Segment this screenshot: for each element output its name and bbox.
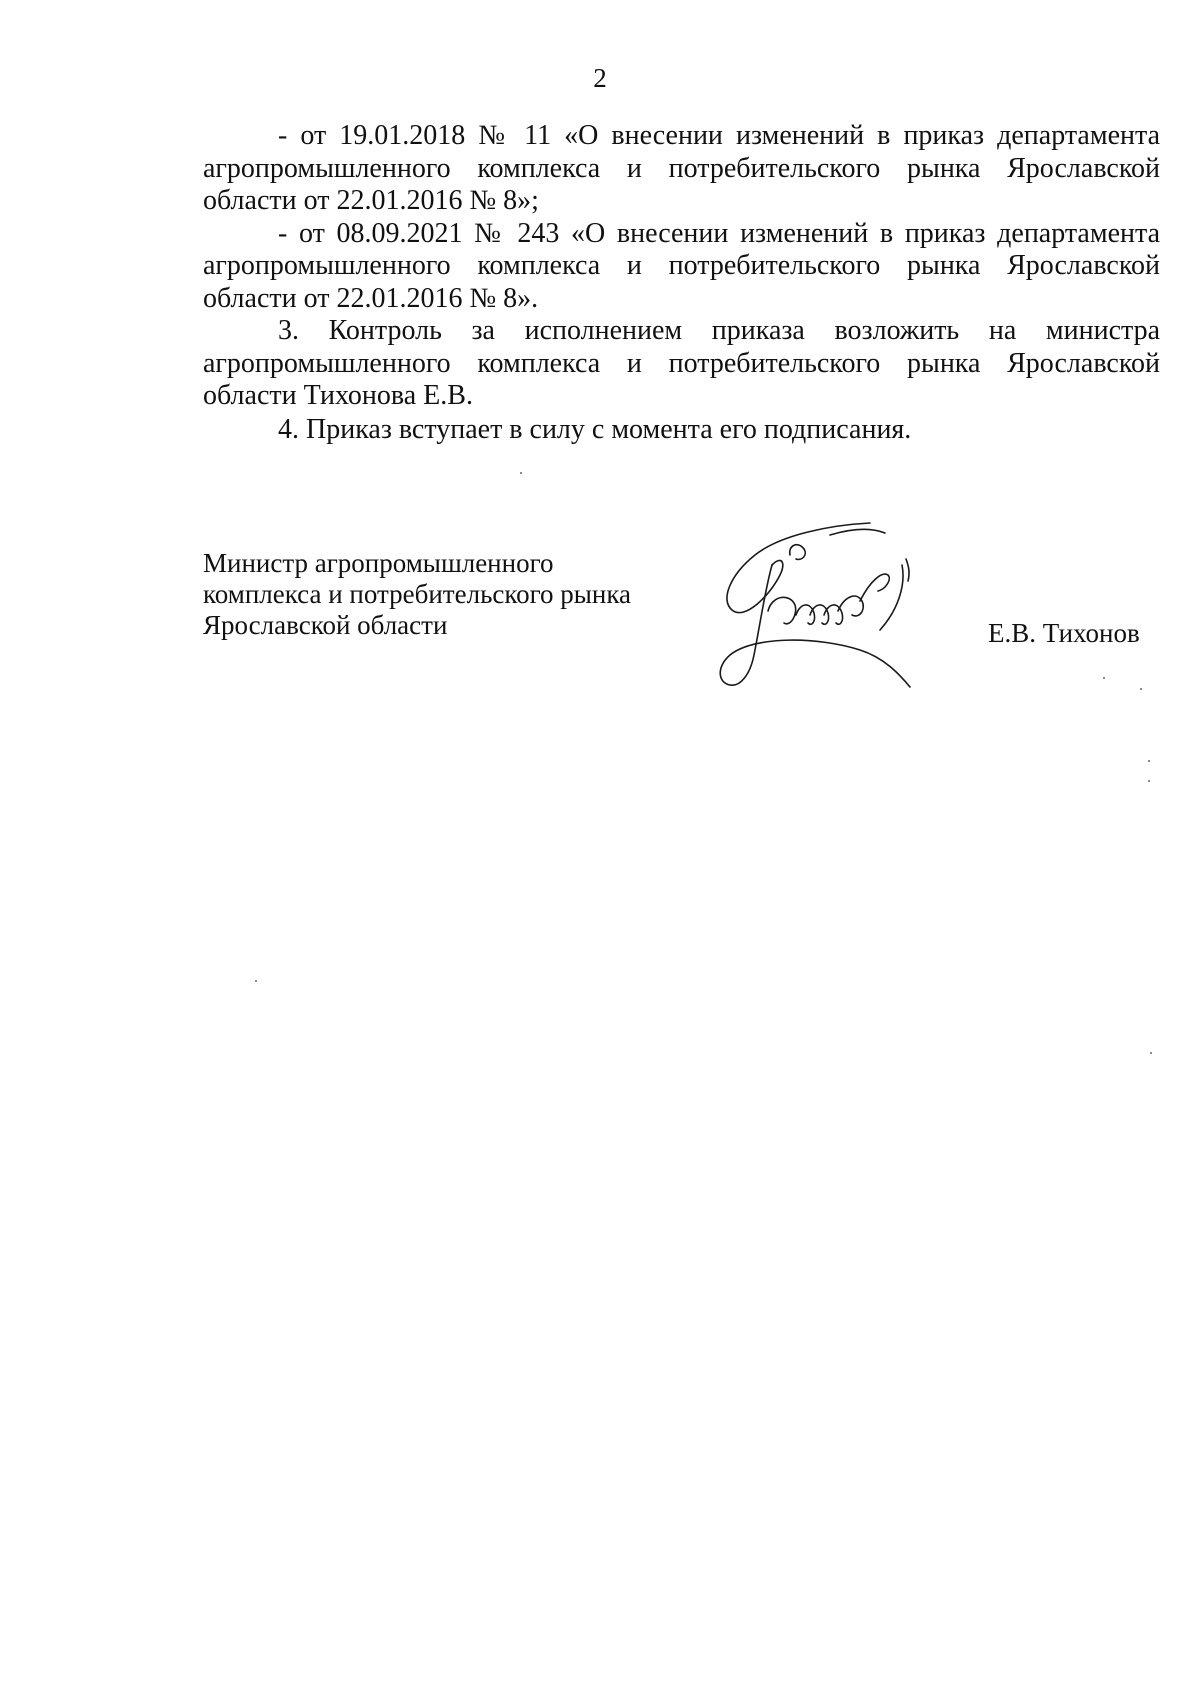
handwritten-signature: [710, 515, 940, 695]
paragraph-amendment-2018: - от 19.01.2018 № 11 «О внесении изменений в приказ департамента агропромышленного комплекса и потребительского рынка Ярославской области от 22.01.2016 № 8»;: [203, 120, 1160, 216]
signer-position: [203, 548, 631, 641]
paragraph-amendment-2021: - от 08.09.2021 № 243 «О внесении изменений в приказ департамента агропромышленного комплекса и потребительского рынка Ярославской области от 22.01.2016 № 8».: [203, 217, 1160, 314]
scan-speck: [255, 980, 257, 982]
signer-name: Е.В. Тихонов: [988, 618, 1140, 648]
scan-speck: [1140, 688, 1142, 690]
paragraph-effective: 4. Приказ вступает в силу с момента его подписания.: [278, 413, 912, 445]
signer-position-line: Ярославской области: [203, 610, 448, 640]
scan-speck: [1148, 760, 1150, 762]
document-body: [203, 120, 1160, 446]
scan-speck: [1148, 780, 1150, 782]
signer-position-line: комплекса и потребительского рынка: [203, 579, 632, 609]
signer-position-line: Министр агропромышленного: [203, 548, 554, 578]
paragraph-control: 3. Контроль за исполнением приказа возложить на министра агропромышленного комплекса и потребительского рынка Ярославской области Тихонова Е.В.: [203, 315, 1160, 411]
scan-speck: [1150, 1052, 1152, 1054]
page-number: 2: [593, 63, 607, 93]
scan-speck: [520, 472, 522, 474]
scan-speck: [1103, 677, 1105, 679]
